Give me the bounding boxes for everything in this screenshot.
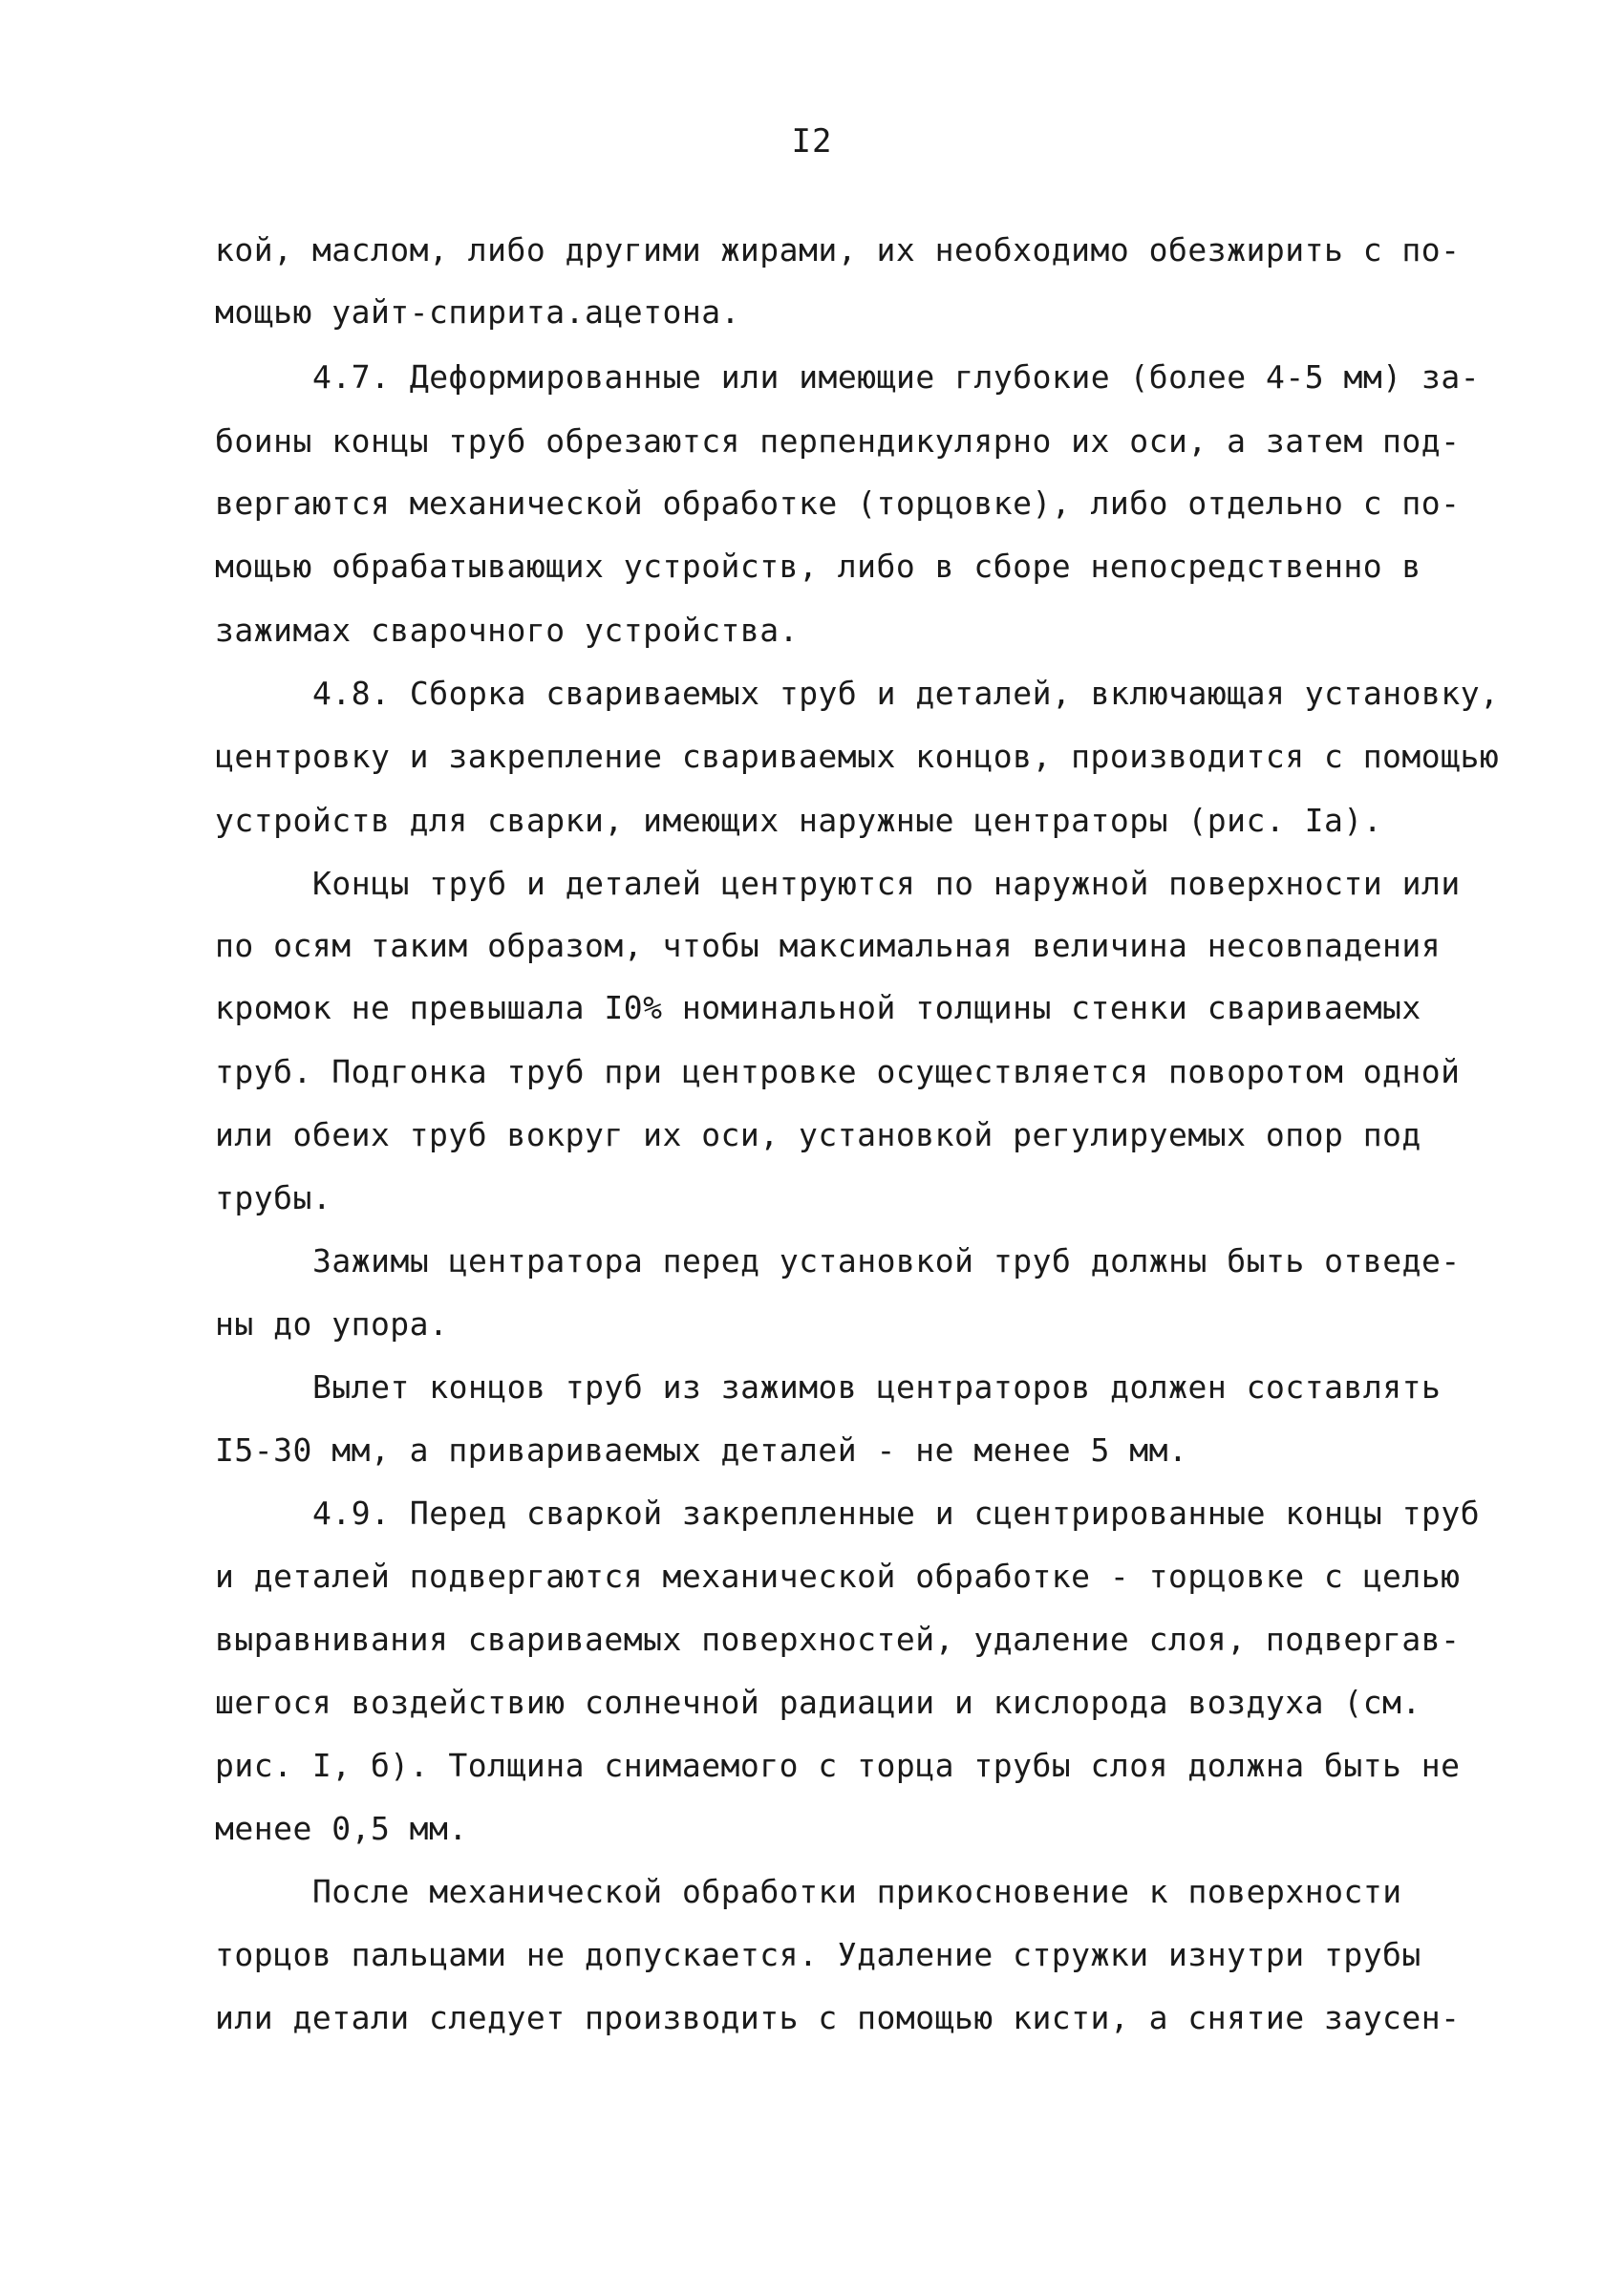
text-line: зажимах сварочного устройства. (215, 612, 800, 649)
text-line: выравнивания свариваемых поверхностей, удаление слоя, подвергав- (215, 1621, 1461, 1658)
text-line: шегося воздействию солнечной радиации и кислорода воздуха (см. (215, 1684, 1421, 1721)
text-line: кой, маслом, либо другими жирами, их необходимо обезжирить с по- (215, 231, 1461, 269)
text-line: ны до упора. (215, 1305, 449, 1343)
page-number: I2 (791, 122, 833, 161)
text-line: центровку и закрепление свариваемых концов, производится с помощью (215, 738, 1500, 775)
text-line: менее 0,5 мм. (215, 1810, 468, 1847)
text-line: по осям таким образом, чтобы максимальная величина несовпадения (215, 927, 1442, 964)
text-line: Зажимы центратора перед установкой труб должны быть отведе- (312, 1242, 1461, 1280)
text-line: боины концы труб обрезаются перпендикулярно их оси, а затем под- (215, 422, 1461, 460)
text-line: 4.7. Деформированные или имеющие глубокие (более 4-5 мм) за- (312, 358, 1481, 396)
text-line: I5-30 мм, а привариваемых деталей - не менее 5 мм. (215, 1431, 1188, 1469)
text-line: трубы. (215, 1179, 332, 1216)
text-line: После механической обработки прикосновение к поверхности (312, 1873, 1402, 1910)
text-line: устройств для сварки, имеющих наружные центраторы (рис. Iа). (215, 802, 1383, 839)
text-line: 4.9. Перед сваркой закрепленные и сцентрированные концы труб (312, 1495, 1481, 1532)
text-line: мощью уайт-спирита.ацетона. (215, 293, 740, 331)
text-line: или детали следует производить с помощью кисти, а снятие заусен- (215, 1999, 1461, 2036)
text-line: Концы труб и деталей центруются по наружной поверхности или (312, 865, 1461, 902)
text-line: рис. I, б). Толщина снимаемого с торца трубы слоя должна быть не (215, 1747, 1461, 1784)
text-line: 4.8. Сборка свариваемых труб и деталей, включающая установку, (312, 675, 1500, 712)
text-line: и деталей подвергаются механической обработке - торцовке с целью (215, 1558, 1461, 1595)
text-line: мощью обрабатывающих устройств, либо в сборе непосредственно в (215, 548, 1421, 585)
text-line: торцов пальцами не допускается. Удаление стружки изнутри трубы (215, 1936, 1421, 1973)
text-line: Вылет концов труб из зажимов центраторов должен составлять (312, 1368, 1442, 1406)
text-line: или обеих труб вокруг их оси, установкой регулируемых опор под (215, 1116, 1421, 1153)
text-line: труб. Подгонка труб при центровке осуществляется поворотом одной (215, 1053, 1461, 1090)
text-line: вергаются механической обработке (торцовке), либо отдельно с по- (215, 484, 1461, 522)
text-line: кромок не превышала I0% номинальной толщины стенки свариваемых (215, 989, 1421, 1026)
